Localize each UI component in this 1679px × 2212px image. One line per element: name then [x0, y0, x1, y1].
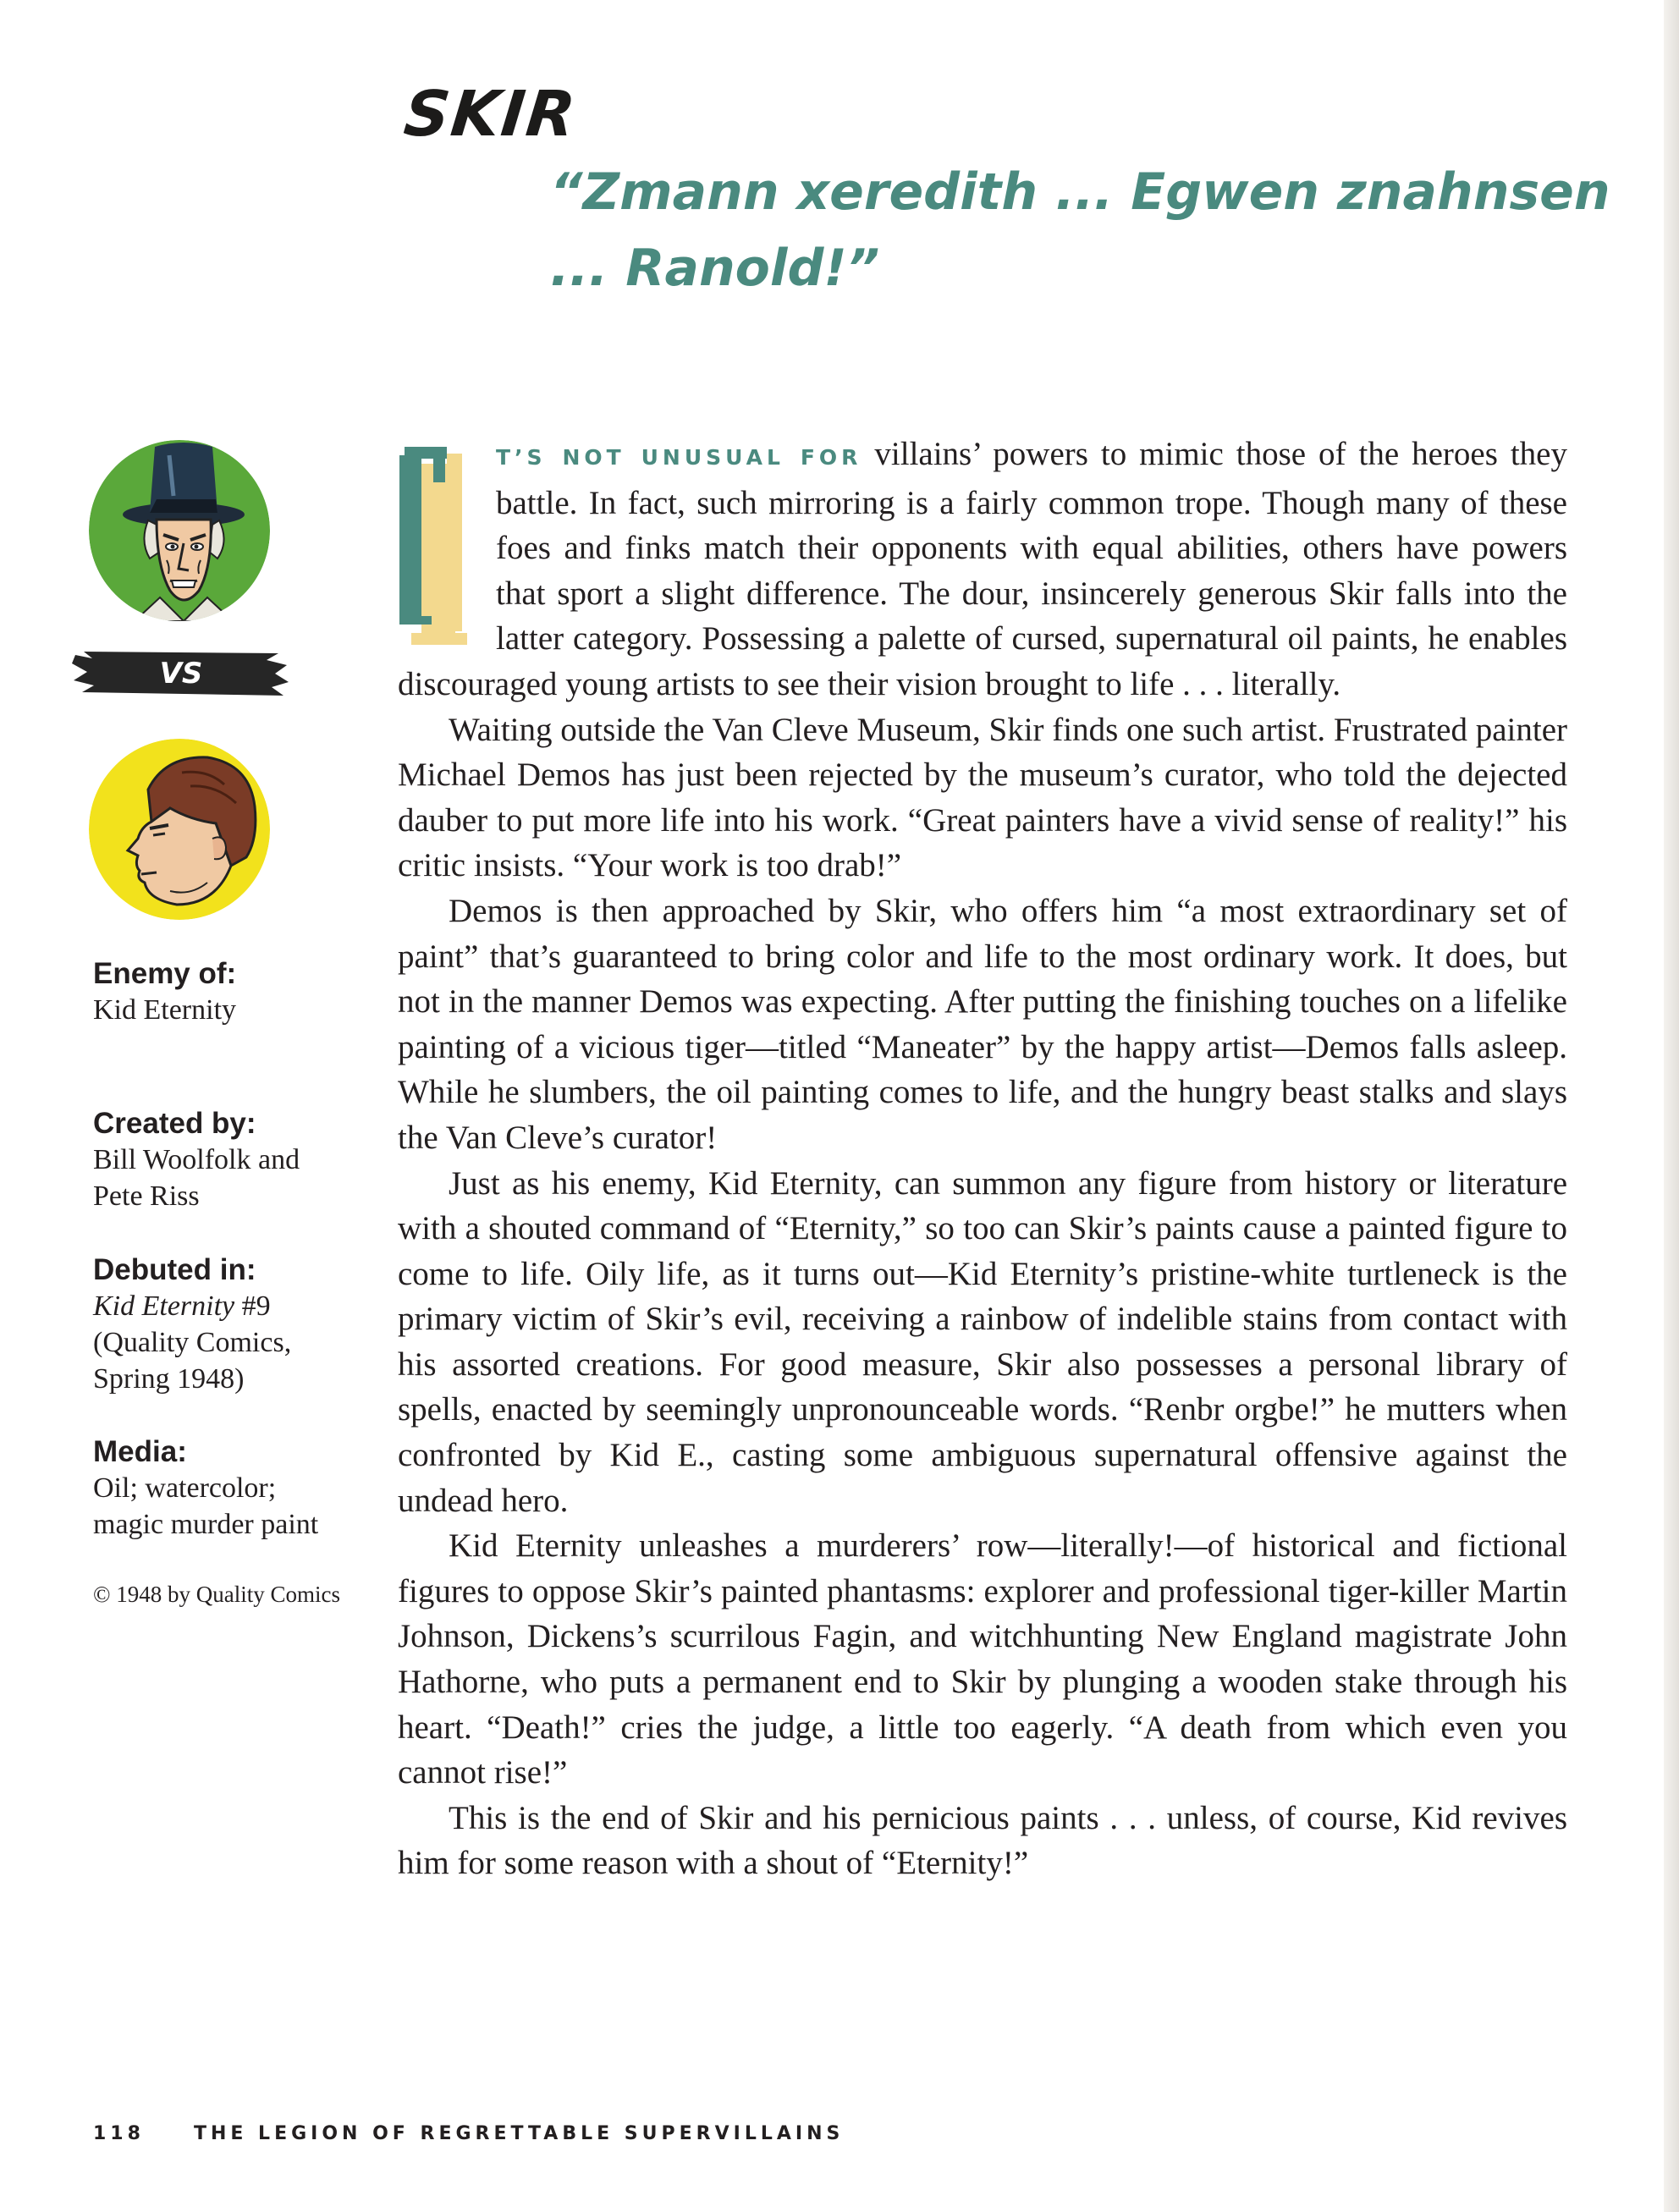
skir-portrait-art [89, 440, 270, 621]
drop-cap-spacer [398, 432, 496, 652]
article-body [398, 432, 1567, 1886]
debuted-in-block [93, 1252, 291, 1397]
article-paragraph-4: Just as his enemy, Kid Eternity, can summon any figure from history or literature with a shouted command of “Eternity,” so too can Skir’s paints cause a painted figure to come to life. Oily life, as it turns out—Kid Eternity’s pristine-white turtleneck is the primary victim of Skir’s evil, receiving a rainbow of indelible stains from contact with his assorted creations. For good measure, Skir also possesses a personal library of spells, enacted by seemingly unpronounceable words. “Renbr orgbe!” he mutters when confronted by Kid E., casting some ambiguous supernatural offensive against the undead hero. [398, 1164, 1567, 1519]
article-paragraph-1 [398, 432, 1567, 707]
villain-quote: “Zmann xeredith ... Egwen znahnsen ... Ranold!” [550, 162, 1610, 298]
enemy-of-value: Kid Eternity [93, 994, 237, 1026]
page-edge [1664, 0, 1679, 2212]
article-paragraph-2: Waiting outside the Van Cleve Museum, Skir finds one such artist. Frustrated painter Michael Demos has just been rejected by the museum’s curator, who told the dejected dauber to put more life into his work. “Great painters have a vivid sense of reality!” his critic insists. “Your work is too drab!” [398, 711, 1567, 884]
media-block [93, 1434, 318, 1543]
debuted-in-number: #9 [234, 1290, 271, 1322]
debuted-in-title: Kid Eternity [93, 1290, 235, 1322]
article-paragraph-6: This is the end of Skir and his pernicious paints . . . unless, of course, Kid revives him for some reason with a shout of “Eternity!” [398, 1799, 1567, 1882]
media-label: Media: [93, 1435, 187, 1468]
villain-portrait [89, 440, 270, 621]
created-by-value: Bill Woolfolk and Pete Riss [93, 1144, 300, 1212]
enemy-of-block [93, 956, 236, 1028]
book-title: THE LEGION OF REGRETTABLE SUPERVILLAINS [193, 2123, 845, 2144]
kid-eternity-portrait-art [89, 739, 270, 920]
page-footer [93, 2123, 844, 2144]
article-paragraph-3: Demos is then approached by Skir, who offers him “a most extraordinary set of paint” that’s guaranteed to bring color and life to the most ordinary work. It does, but not in the manner Demos was expecting. After putting the finishing touches on a lifelike painting of a vicious tiger—titled “Maneater” by the happy artist—Demos falls asleep. While he slumbers, the oil painting comes to life, and the hungry beast stalks and slays the Van Cleve’s curator! [398, 892, 1567, 1156]
debuted-in-detail: (Quality Comics, Spring 1948) [93, 1327, 292, 1395]
article-paragraph-5: Kid Eternity unleashes a murderers’ row—literally!—of historical and fictional figures to oppose Skir’s painted phantasms: explorer and professional tiger-killer Martin Johnson, Dickens’s scurrilous Fagin, and witchhunting New England magistrate John Hathorne, who puts a permanent end to Skir by plunging a wooden stake through his heart. “Death!” cries the judge, a little too eagerly. “A death from which even you cannot rise!” [398, 1527, 1567, 1791]
hero-portrait [89, 739, 270, 920]
enemy-of-label: Enemy of: [93, 957, 237, 990]
page-title: SKIR [400, 78, 581, 151]
lead-in-small-caps: T’S NOT UNUSUAL FOR [496, 445, 862, 470]
debuted-in-label: Debuted in: [93, 1253, 256, 1286]
created-by-label: Created by: [93, 1107, 256, 1140]
versus-label: VS [159, 657, 203, 691]
paragraph-1-text: villains’ powers to mimic those of the heroes they battle. In fact, such mirroring is a fairly common trope. Though many of these foes and finks match their opponents with equal abilities, others have powers that sport a slight difference. The dour, insincerely generous Skir falls into the latter category. Possessing a palette of cursed, supernatural oil paints, he enables discouraged young artists to see their vision brought to life . . . literally. [398, 436, 1567, 702]
copyright-notice: © 1948 by Quality Comics [93, 1582, 341, 1607]
created-by-block [93, 1106, 300, 1214]
media-value: Oil; watercolor; magic murder paint [93, 1472, 319, 1540]
debuted-in-issue [93, 1288, 291, 1324]
page-number: 118 [93, 2123, 145, 2144]
versus-banner [72, 650, 290, 697]
